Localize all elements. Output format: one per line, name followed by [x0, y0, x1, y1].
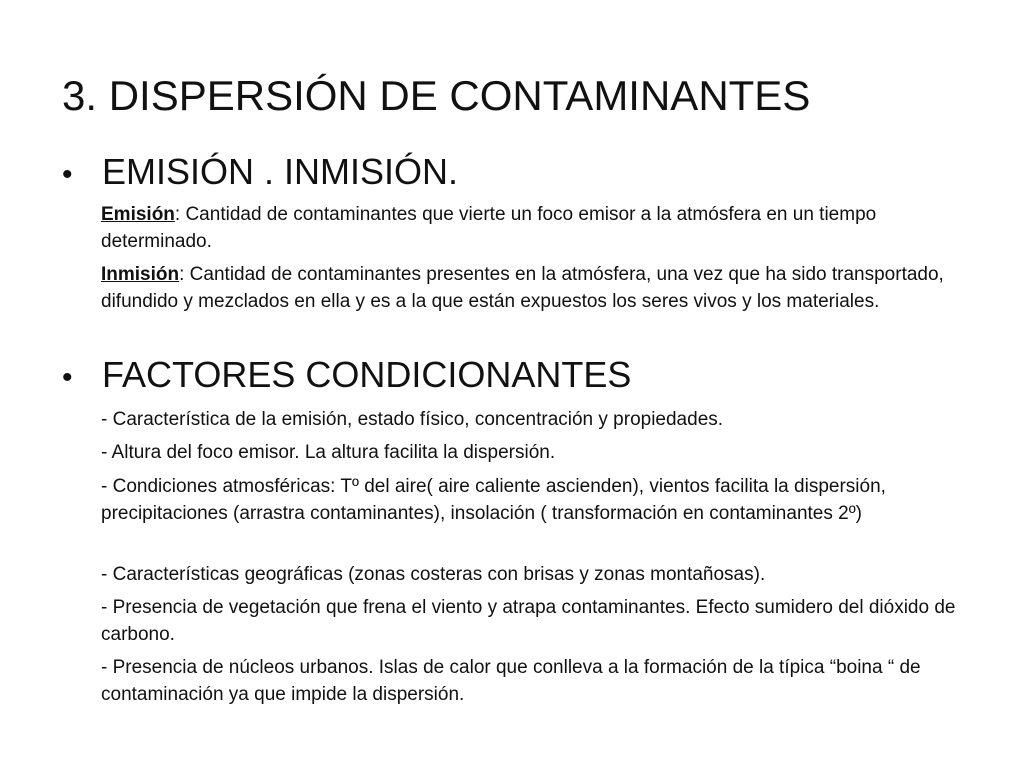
slide-title: 3. DISPERSIÓN DE CONTAMINANTES — [62, 72, 811, 119]
term-emision: Emisión — [101, 204, 175, 225]
bullet-factores-condicionantes — [62, 353, 631, 397]
term-inmision: Inmisión — [101, 264, 180, 285]
section-heading-factores: FACTORES CONDICIONANTES — [102, 354, 632, 395]
section-heading-emision-inmision: EMISIÓN . INMISIÓN. — [102, 151, 459, 192]
definition-emision-text: : Cantidad de contaminantes que vierte un foco emisor a la atmósfera en un tiempo determinado. — [101, 204, 877, 252]
factor-item: - Presencia de núcleos urbanos. Islas de calor que conlleva a la formación de la típica “boina “ de contaminación ya que impide la dispersión. — [101, 657, 921, 705]
definition-inmision-text: : Cantidad de contaminantes presentes en la atmósfera, una vez que ha sido transportado, difundido y mezclados en ella y es a la que están expuestos los seres vivos y los materiales. — [101, 264, 944, 312]
factor-item: - Característica de la emisión, estado físico, concentración y propiedades. — [101, 409, 724, 430]
bullet-dot: • — [62, 158, 73, 191]
definition-inmision — [101, 261, 971, 315]
factor-item: - Características geográficas (zonas costeras con brisas y zonas montañosas). — [101, 564, 766, 585]
factor-item: - Altura del foco emisor. La altura facilita la dispersión. — [101, 442, 556, 463]
bullet-emision-inmision — [62, 150, 458, 194]
factor-item: - Presencia de vegetación que frena el viento y atrapa contaminantes. Efecto sumidero del dióxido de carbono. — [101, 597, 956, 645]
bullet-dot: • — [62, 361, 73, 394]
factor-item: - Condiciones atmosféricas: Tº del aire( aire caliente ascienden), vientos facilita la dispersión, precipitaciones (arrastra contaminantes), insolación ( transformación en contaminantes 2º) — [101, 476, 886, 524]
definition-emision — [101, 201, 971, 255]
